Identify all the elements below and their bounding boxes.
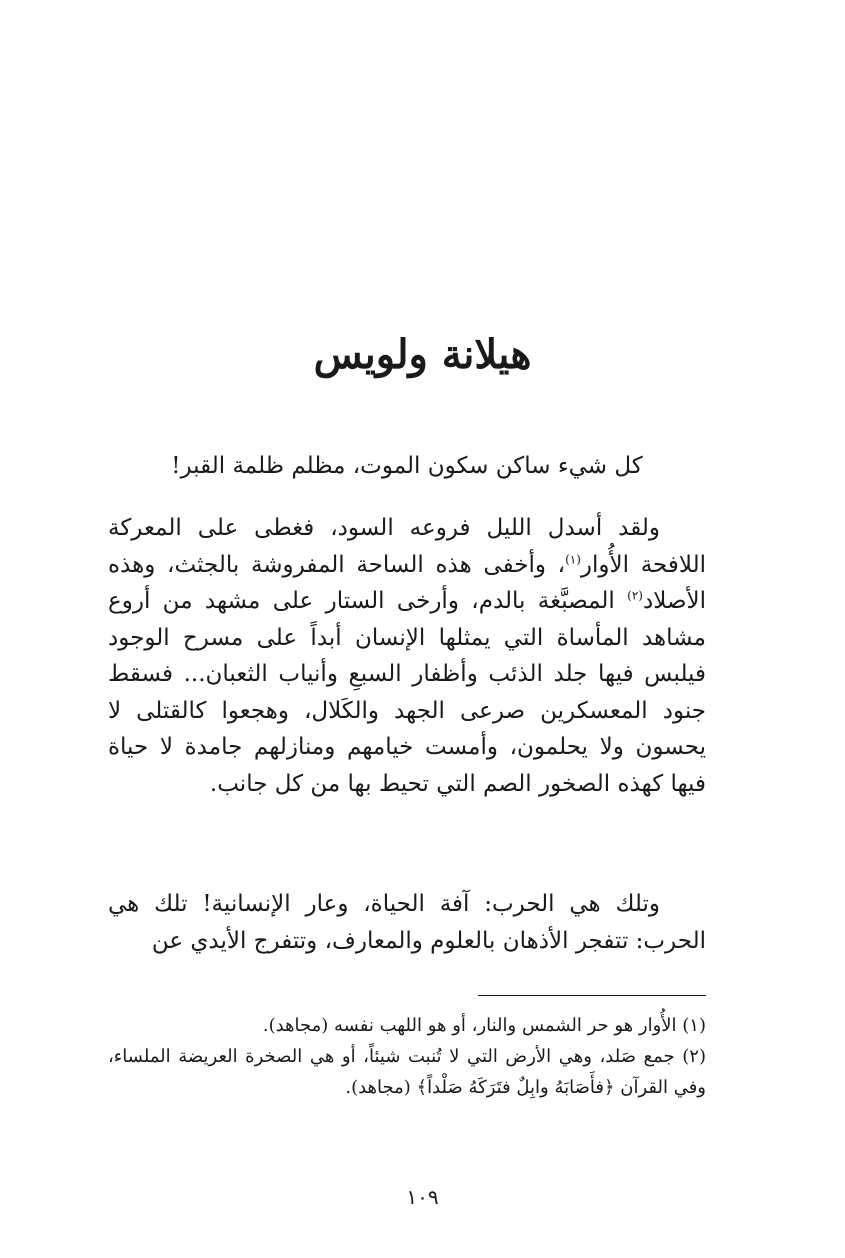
chapter-title: هيلانة ولويس bbox=[313, 331, 532, 378]
footnote-ref-1: (١) bbox=[565, 551, 581, 566]
paragraph-1-text-a: ولقد أسدل الليل فروعه السود، فغطى على المعركة اللافحة الأُوار bbox=[108, 515, 706, 578]
paragraph-1 bbox=[108, 510, 706, 802]
footnote-2-text: جمع صَلد، وهي الأرض التي لا تُنبت شيئاً، أو هي الصخرة العريضة الملساء، وفي القرآن ﴿فأَصَابَهُ وابِلٌ فتَرَكَهُ صَلْداً﴾ (مجاهد). bbox=[108, 1046, 706, 1098]
paragraph-1-text-c: المصبَّغة بالدم، وأرخى الستار على مشهد من أروع مشاهد المأساة التي يمثلها الإنسان أبداً على مسرح الوجود فيلبس فيها جلد الذئب وأظفار السبعِ وأنياب الثعبان... فسقط جنود المعسكرين صرعى الجهد والكَلال، وهجعوا كالقتلى لا يحسون ولا يحلمون، وأمست خيامهم ومنازلهم جامدة لا حياة فيها كهذه الصخور الصم التي تحيط بها من كل جانب. bbox=[108, 588, 706, 797]
footnote-1 bbox=[108, 1010, 706, 1041]
footnote-divider bbox=[478, 995, 706, 996]
footnote-ref-2: (٢) bbox=[627, 588, 643, 603]
footnotes bbox=[108, 1010, 706, 1103]
footnote-2-number: (٢) bbox=[682, 1046, 706, 1067]
page-number: ١٠٩ bbox=[406, 1185, 439, 1209]
footnote-2 bbox=[108, 1041, 706, 1103]
footnote-1-number: (١) bbox=[682, 1015, 706, 1036]
footnote-1-text: الأُوار هو حر الشمس والنار، أو هو اللهب نفسه (مجاهد). bbox=[262, 1015, 677, 1036]
paragraph-1-text-b: ، وأخفى هذه الساحة المفروشة بالجثث، وهذه الأصلاد bbox=[108, 551, 706, 614]
paragraph-2: وتلك هي الحرب: آفة الحياة، وعار الإنسانية! تلك هي الحرب: تتفجر الأذهان بالعلوم والمعارف، وتتفرج الأيدي عن bbox=[108, 891, 706, 954]
opening-line: كل شيء ساكن سكون الموت، مظلم ظلمة القبر! bbox=[171, 453, 643, 479]
